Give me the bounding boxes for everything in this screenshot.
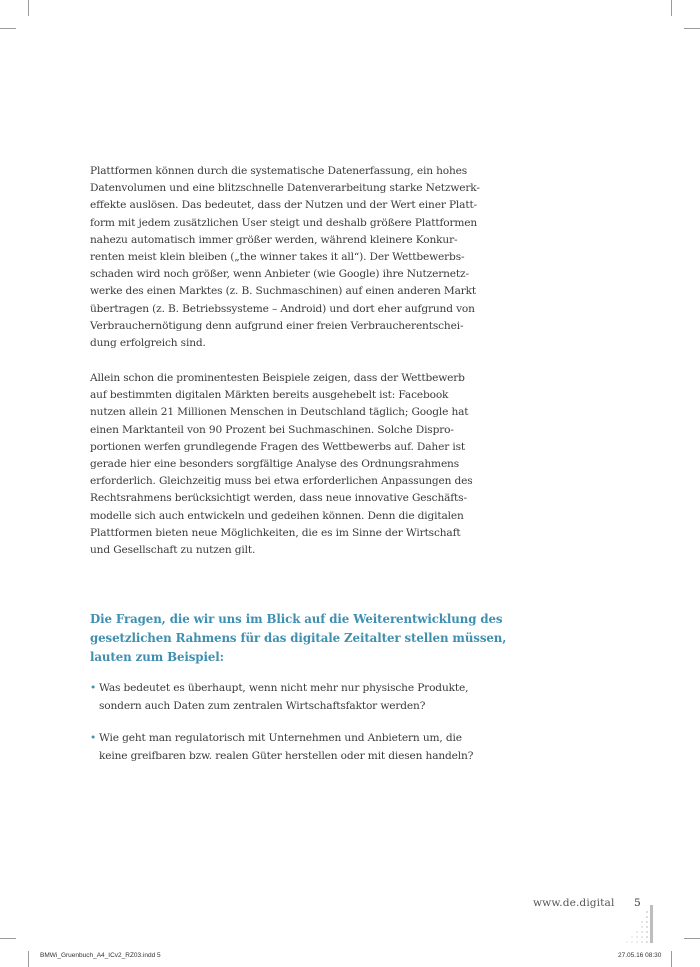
list-item [90, 680, 469, 715]
list-item [90, 730, 474, 765]
print-slug-file: BMWi_Gruenbuch_A4_ICv2_RZ03.indd 5 [40, 952, 161, 959]
list-item-line: Was bedeutet es überhaupt, wenn nicht mehr nur physische Produkte, [99, 682, 469, 694]
questions-heading [90, 610, 507, 667]
page-number: 5 [634, 897, 641, 909]
paragraph-line: form mit jedem zusätzlichen User steigt und deshalb größere Plattformen [90, 216, 478, 229]
bullet-marker: • [90, 682, 97, 694]
paragraph-line: modelle sich auch entwickeln und gedeihen können. Denn die digitalen [90, 509, 464, 522]
print-slug-date: 27.05.16 08:30 [618, 952, 662, 959]
paragraph-line: Rechtsrahmens berücksichtigt werden, dass neue innovative Geschäfts- [90, 492, 467, 505]
crop-mark-bottom-left-h [0, 938, 16, 939]
bullet-marker: • [90, 732, 97, 744]
paragraph-line: nutzen allein 21 Millionen Menschen in Deutschland täglich; Google hat [90, 406, 469, 419]
crop-mark-top-left-h [0, 28, 16, 29]
paragraph-line: Plattformen können durch die systematische Datenerfassung, ein hohes [90, 165, 468, 177]
paragraph-line: portionen werfen grundlegende Fragen des Wettbewerbs auf. Daher ist [90, 440, 465, 453]
heading-line: Die Fragen, die wir uns im Blick auf die Weiterentwicklung des [90, 612, 503, 626]
paragraph-line: werke des einen Marktes (z. B. Suchmaschinen) auf einen anderen Markt [90, 285, 477, 298]
crop-mark-top-right [671, 0, 672, 16]
paragraph-line: nahezu automatisch immer größer werden, während kleinere Konkur- [90, 233, 458, 246]
footer-url: www.de.digital [533, 897, 615, 909]
paragraph-line: Plattformen bieten neue Möglichkeiten, die es im Sinne der Wirtschaft [90, 526, 461, 539]
paragraph-line: einen Marktanteil von 90 Prozent bei Suchmaschinen. Solche Dispro- [90, 423, 454, 436]
paragraph-line: renten meist klein bleiben („the winner takes it all“). Der Wettbewerbs- [90, 251, 465, 264]
list-item-line: keine greifbaren bzw. realen Güter herstellen oder mit diesen handeln? [99, 749, 474, 762]
crop-mark-bottom-left [28, 951, 29, 967]
heading-line: gesetzlichen Rahmens für das digitale Zeitalter stellen müssen, [90, 631, 507, 645]
paragraph-line: übertragen (z. B. Betriebssysteme – Android) und dort eher aufgrund von [90, 302, 475, 315]
crop-mark-top-right-h [684, 28, 700, 29]
dot-pattern-graphic [612, 905, 656, 945]
paragraph-line: und Gesellschaft zu nutzen gilt. [90, 544, 256, 557]
paragraph-line: effekte auslösen. Das bedeutet, dass der Nutzen und der Wert einer Platt- [90, 199, 477, 212]
crop-mark-top-left [28, 0, 29, 16]
paragraph-line: schaden wird noch größer, wenn Anbieter (wie Google) ihre Nutzernetz- [90, 268, 469, 281]
crop-mark-bottom-right-h [684, 938, 700, 939]
crop-mark-bottom-right [671, 951, 672, 967]
paragraph-line: Allein schon die prominentesten Beispiele zeigen, dass der Wettbewerb [90, 372, 465, 384]
paragraph-line: erforderlich. Gleichzeitig muss bei etwa erforderlichen Anpassungen des [90, 475, 473, 488]
paragraph-line: Verbrauchernötigung denn aufgrund einer freien Verbraucherentschei- [90, 319, 464, 332]
questions-list [90, 680, 474, 765]
paragraph-line: Datenvolumen und eine blitzschnelle Datenverarbeitung starke Netzwerk- [90, 182, 480, 195]
heading-line: lauten zum Beispiel: [90, 650, 224, 664]
paragraph-line: auf bestimmten digitalen Märkten bereits ausgehebelt ist: Facebook [90, 389, 449, 402]
paragraph-line: dung erfolgreich sind. [90, 337, 206, 350]
paragraph-line: gerade hier eine besonders sorgfältige Analyse des Ordnungsrahmens [90, 458, 460, 471]
list-item-line: sondern auch Daten zum zentralen Wirtschaftsfaktor werden? [99, 699, 426, 712]
list-item-line: Wie geht man regulatorisch mit Unternehmen und Anbietern um, die [99, 732, 462, 744]
body-paragraph-1 [90, 163, 480, 352]
body-paragraph-2 [90, 370, 473, 559]
